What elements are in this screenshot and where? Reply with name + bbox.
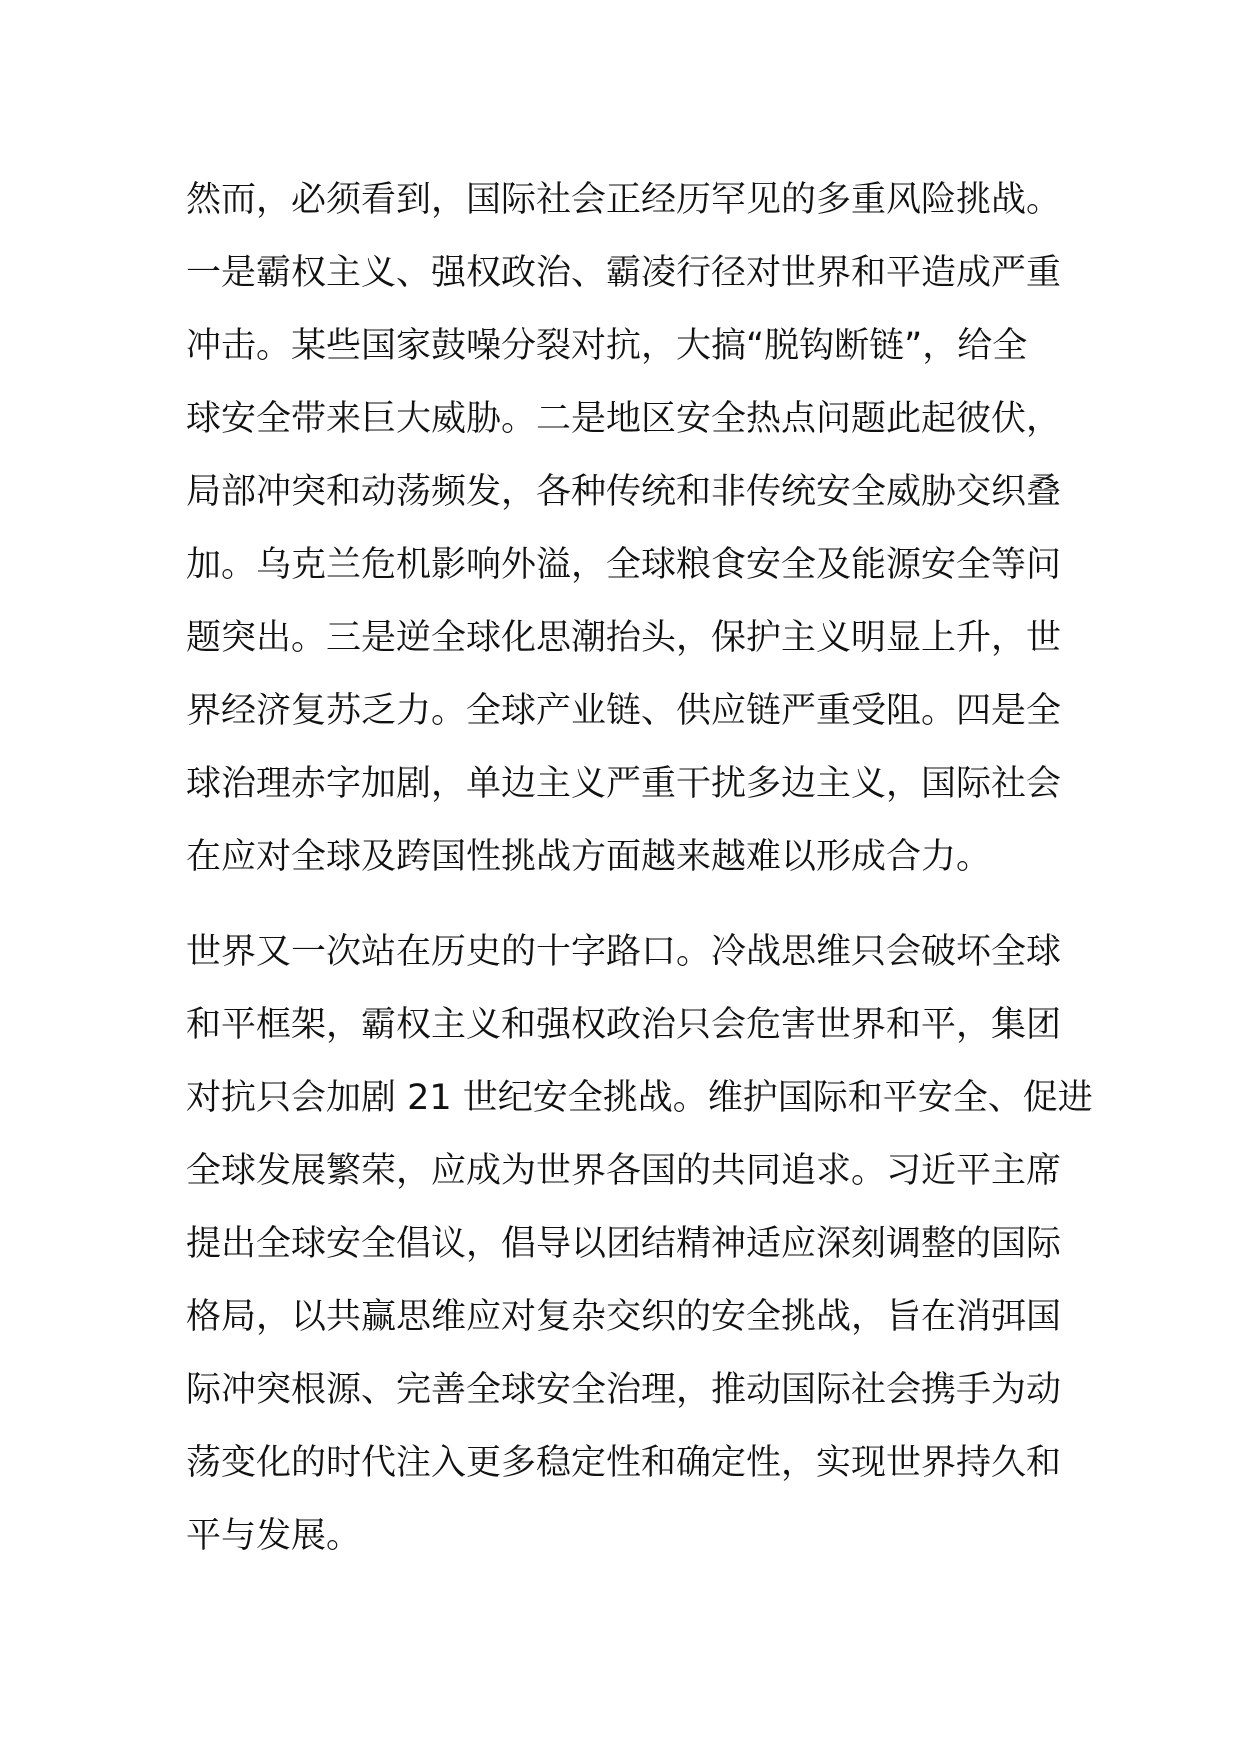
text-line: 世界又一次站在历史的十字路口。冷战思维只会破坏全球 (186, 932, 1062, 972)
paragraph-spacing (186, 894, 1061, 916)
text-line: 一是霸权主义、强权政治、霸凌行径对世界和平造成严重 (186, 253, 1062, 293)
text-line: 局部冲突和动荡频发，各种传统和非传统安全威胁交织叠 (186, 472, 1062, 512)
text-line: 际冲突根源、完善全球安全治理，推动国际社会携手为动 (186, 1370, 1062, 1410)
text-line: 然而，必须看到，国际社会正经历罕见的多重风险挑战。 (186, 180, 1062, 220)
text-line: 题突出。三是逆全球化思潮抬头，保护主义明显上升，世 (186, 618, 1062, 658)
paragraph-1 (186, 164, 1061, 894)
text-line: 加。乌克兰危机影响外溢，全球粮食安全及能源安全等问 (186, 545, 1062, 585)
paragraph-2 (186, 916, 1093, 1573)
text-line: 平与发展。 (186, 1516, 362, 1556)
text-line: 提出全球安全倡议，倡导以团结精神适应深刻调整的国际 (186, 1224, 1062, 1264)
text-line: 球安全带来巨大威胁。二是地区安全热点问题此起彼伏， (186, 399, 1062, 439)
text-line: 荡变化的时代注入更多稳定性和确定性，实现世界持久和 (186, 1443, 1062, 1483)
text-line: 在应对全球及跨国性挑战方面越来越难以形成合力。 (186, 837, 992, 877)
document-body (186, 164, 1093, 1573)
text-line: 格局，以共赢思维应对复杂交织的安全挑战，旨在消弭国 (186, 1297, 1062, 1337)
text-line: 冲击。某些国家鼓噪分裂对抗，大搞“脱钩断链”，给全 (186, 326, 1028, 366)
text-line: 界经济复苏乏力。全球产业链、供应链严重受阻。四是全 (186, 691, 1062, 731)
text-line: 球治理赤字加剧，单边主义严重干扰多边主义，国际社会 (186, 764, 1062, 804)
text-line: 全球发展繁荣，应成为世界各国的共同追求。习近平主席 (186, 1151, 1062, 1191)
text-line: 和平框架，霸权主义和强权政治只会危害世界和平，集团 (186, 1005, 1062, 1045)
text-line: 对抗只会加剧 21 世纪安全挑战。维护国际和平安全、促进 (186, 1078, 1093, 1118)
